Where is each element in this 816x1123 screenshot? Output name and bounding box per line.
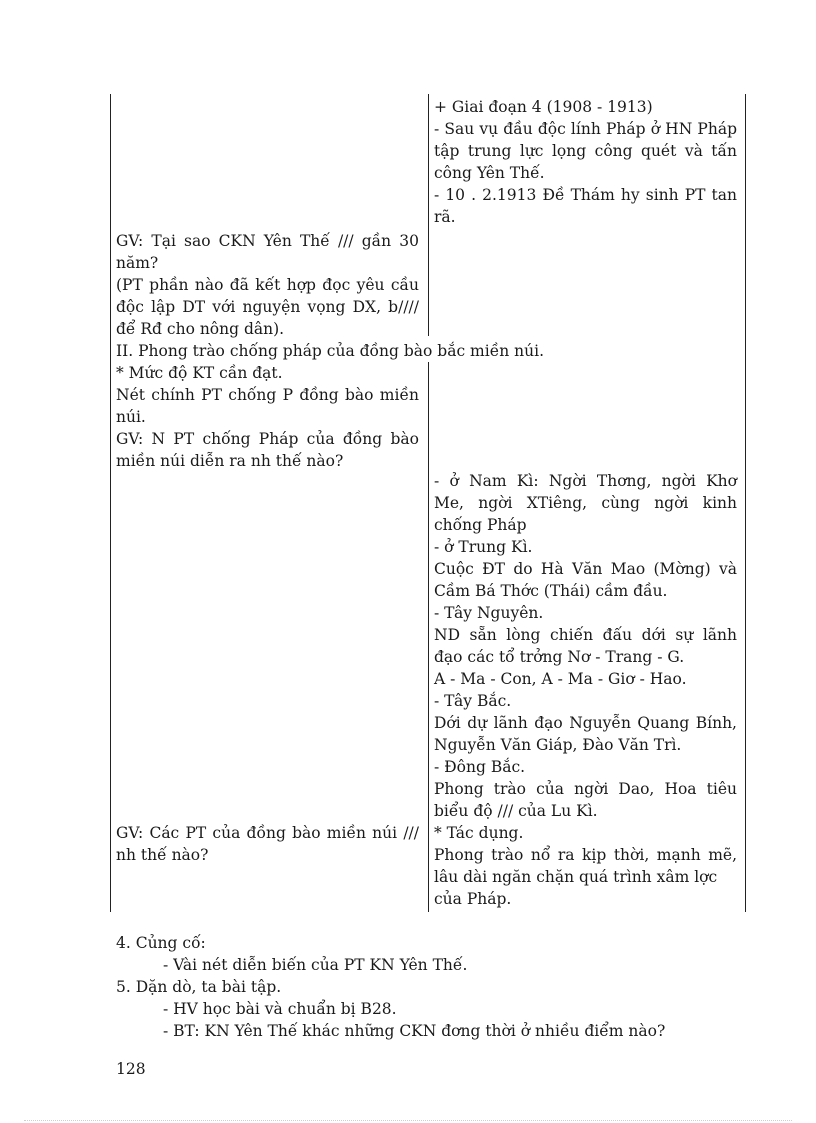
text-line: Cuộc ĐT do Hà Văn Mao (Mờng) và [434, 560, 737, 578]
text-line: Me, ngời XTiêng, cùng ngời kinh [434, 494, 737, 512]
text-line: - ở Nam Kì: Ngời Thơng, ngời Khơ [434, 472, 737, 490]
text-line: lâu dài ngăn chặn quá trình xâm lợc [434, 868, 718, 886]
homework-heading: 5. Dặn dò, ta bài tập. [116, 978, 282, 996]
text-line: núi. [116, 408, 146, 426]
text-line: Nguyễn Văn Giáp, Đào Văn Trì. [434, 736, 682, 754]
text-line: - Đông Bắc. [434, 758, 526, 776]
text-line: biểu độ /// của Lu Kì. [434, 802, 598, 820]
text-line: Nét chính PT chống P đồng bào miền [116, 386, 419, 404]
text-line: chống Pháp [434, 516, 527, 534]
text-line: của Pháp. [434, 890, 512, 908]
page-number: 128 [116, 1060, 146, 1078]
consolidate-item: - Vài nét diễn biến của PT KN Yên Thế. [163, 956, 468, 974]
text-line: - ở Trung Kì. [434, 538, 533, 556]
text-line: tập trung lực lọng công quét và tấn [434, 142, 737, 160]
table-left-border [110, 94, 111, 912]
homework-item: - BT: KN Yên Thế khác những CKN đơng thời ở nhiều điểm nào? [163, 1022, 666, 1040]
text-line: để Rđ cho nông dân). [116, 320, 285, 338]
text-line: độc lập DT với nguyện vọng DX, b//// [116, 298, 419, 316]
table-right-border [745, 94, 746, 912]
text-line: * Mức độ KT cần đạt. [116, 364, 283, 382]
text-line: năm? [116, 254, 159, 272]
section-heading: II. Phong trào chống pháp của đồng bào bắc miền núi. [116, 342, 544, 360]
text-line: công Yên Thế. [434, 164, 545, 182]
text-line: GV: Các PT của đồng bào miền núi /// [116, 824, 419, 842]
text-line: * Tác dụng. [434, 824, 524, 842]
text-line: Cầm Bá Thớc (Thái) cầm đầu. [434, 582, 668, 600]
text-line: - 10 . 2.1913 Đề Thám hy sinh PT tan [434, 186, 737, 204]
text-line: - Sau vụ đầu độc lính Pháp ở HN Pháp [434, 120, 737, 138]
text-line: (PT phần nào đã kết hợp đọc yêu cầu [116, 276, 419, 294]
text-line: GV: N PT chống Pháp của đồng bào [116, 430, 419, 448]
consolidate-heading: 4. Củng cố: [116, 934, 206, 952]
text-line: miền núi diễn ra nh thế nào? [116, 452, 344, 470]
text-line: GV: Tại sao CKN Yên Thế /// gần 30 [116, 232, 419, 250]
text-line: Dới dự lãnh đạo Nguyễn Quang Bính, [434, 714, 737, 732]
text-line: - Tây Bắc. [434, 692, 512, 710]
homework-item: - HV học bài và chuẩn bị B28. [163, 1000, 397, 1018]
text-line: đạo các tổ trởng Nơ - Trang - G. [434, 648, 685, 666]
text-line: - Tây Nguyên. [434, 604, 544, 622]
text-line: A - Ma - Con, A - Ma - Giơ - Hao. [434, 670, 687, 688]
text-line: Phong trào nổ ra kịp thời, mạnh mẽ, [434, 846, 737, 864]
bottom-dotted-rule [24, 1120, 792, 1121]
text-line: nh thế nào? [116, 846, 209, 864]
text-line: + Giai đoạn 4 (1908 - 1913) [434, 98, 653, 116]
table-middle-border-bottom [428, 362, 429, 912]
text-line: rã. [434, 208, 456, 226]
text-line: ND sẵn lòng chiến đấu dới sự lãnh [434, 626, 737, 644]
table-middle-border-top [428, 94, 429, 336]
text-line: Phong trào của ngời Dao, Hoa tiêu [434, 780, 737, 798]
